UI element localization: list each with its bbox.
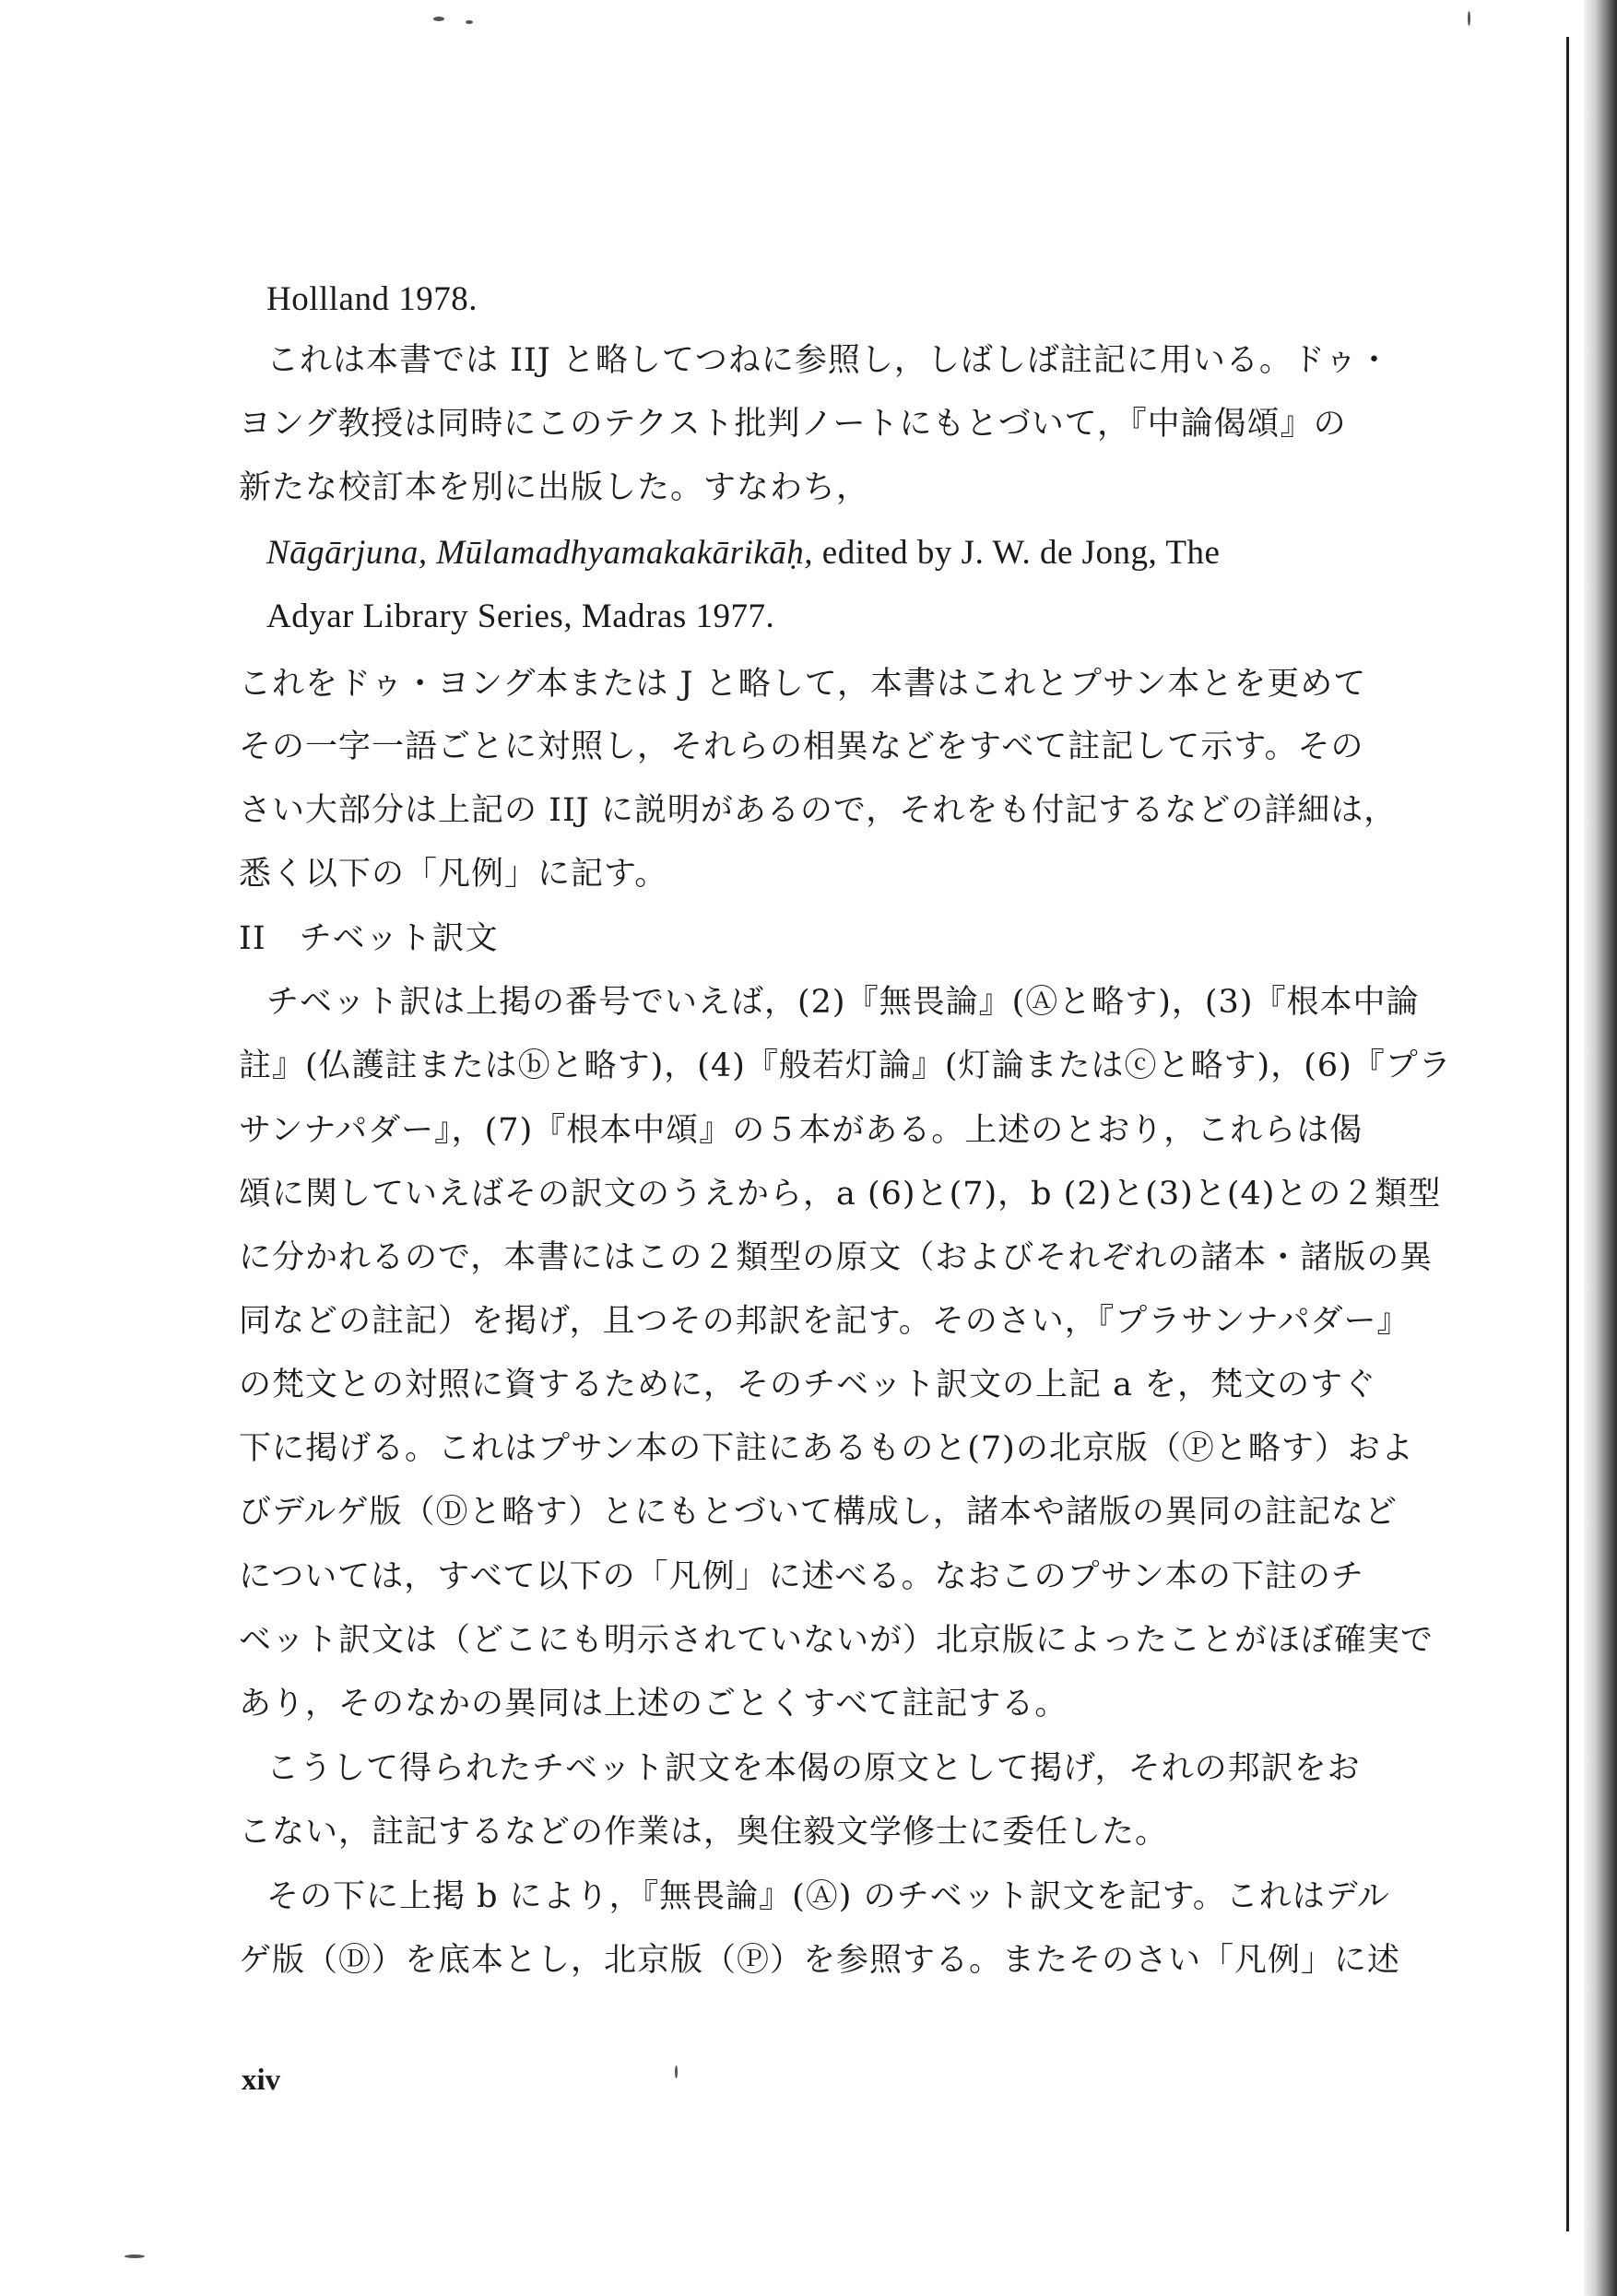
text-line: 同などの註記）を掲げ，且つその邦訳を記す。そのさい，『プラサンナパダー』 bbox=[239, 1303, 1410, 1340]
text-line: こうして得られたチベット訳文を本偈の原文として掲げ，それの邦訳をお bbox=[266, 1750, 1361, 1787]
text-line: 註』(仏護註またはⓑと略す)，(4)『般若灯論』(灯論またはⓒと略す)，(6)『プラ bbox=[239, 1047, 1452, 1084]
text-line: あり，そのなかの異同は上述のごとくすべて註記する。 bbox=[239, 1686, 1068, 1722]
scan-speck bbox=[124, 2255, 145, 2258]
citation-editor: edited by J. W. de Jong, The bbox=[813, 534, 1221, 572]
text-line: チベット訳は上掲の番号でいえば，(2)『無畏論』(Ⓐと略す)，(3)『根本中論 bbox=[266, 984, 1420, 1021]
scan-speck bbox=[433, 17, 444, 21]
text-line: これをドゥ・ヨング本または J と略して，本書はこれとプサン本とを更めて bbox=[239, 666, 1367, 703]
text-line: ゲ版（Ⓓ）を底本とし，北京版（Ⓟ）を参照する。またそのさい「凡例」に述 bbox=[239, 1942, 1401, 1979]
section-heading: II チベット訳文 bbox=[239, 920, 499, 957]
text-line: 悉く以下の「凡例」に記す。 bbox=[239, 856, 668, 893]
text-line: については，すべて以下の「凡例」に述べる。なおこのプサン本の下註のチ bbox=[239, 1558, 1364, 1595]
text-line: の梵文との対照に資するために，そのチベット訳文の上記 a を，梵文のすぐ bbox=[239, 1367, 1377, 1403]
text-line: Hollland 1978. bbox=[266, 280, 478, 318]
text-line: その一字一語ごとに対照し，それらの相異などをすべて註記して示す。その bbox=[239, 728, 1364, 765]
text-line: 頌に関していえばその訳文のうえから，a (6)と(7)，b (2)と(3)と(4)との２類型 bbox=[239, 1176, 1442, 1213]
scan-speck bbox=[675, 2065, 678, 2078]
text-line: ベット訳文は（どこにも明示されていないが）北京版によったことがほぼ確実で bbox=[239, 1622, 1434, 1659]
citation-title: Nāgārjuna, Mūlamadhyamakakārikāḥ, bbox=[266, 534, 814, 572]
text-line: これは本書では IIJ と略してつねに参照し，しばしば註記に用いる。ドゥ・ bbox=[266, 342, 1392, 379]
scan-speck bbox=[1468, 11, 1470, 26]
text-line: 新たな校訂本を別に出版した。すなわち， bbox=[239, 469, 870, 506]
page-edge-shadow bbox=[1584, 0, 1617, 2296]
text-line: Adyar Library Series, Madras 1977. bbox=[266, 598, 775, 635]
text-line: さい大部分は上記の IIJ に説明があるので，それをも付記するなどの詳細は， bbox=[239, 792, 1398, 829]
text-line: サンナパダー』，(7)『根本中頌』の５本がある。上述のとおり，これらは偈 bbox=[239, 1112, 1363, 1149]
text-line: その下に上掲 b により，『無畏論』(Ⓐ) のチベット訳文を記す。これはデル bbox=[266, 1878, 1391, 1915]
text-line: ヨング教授は同時にこのテクスト批判ノートにもとづいて，『中論偈頌』の bbox=[239, 406, 1347, 443]
text-line: に分かれるので，本書にはこの２類型の原文（およびそれぞれの諸本・諸版の異 bbox=[239, 1239, 1434, 1276]
text-line bbox=[266, 535, 1220, 572]
text-line: 下に掲げる。これはプサン本の下註にあるものと(7)の北京版（Ⓟと略す）およ bbox=[239, 1430, 1414, 1467]
scan-speck bbox=[466, 20, 473, 24]
binding-edge-line bbox=[1566, 37, 1569, 2231]
text-line: こない，註記するなどの作業は，奥住毅文学修士に委任した。 bbox=[239, 1814, 1169, 1851]
text-line: びデルゲ版（Ⓓと略す）とにもとづいて構成し，諸本や諸版の異同の註記など bbox=[239, 1494, 1398, 1531]
page-number: xiv bbox=[242, 2064, 281, 2097]
